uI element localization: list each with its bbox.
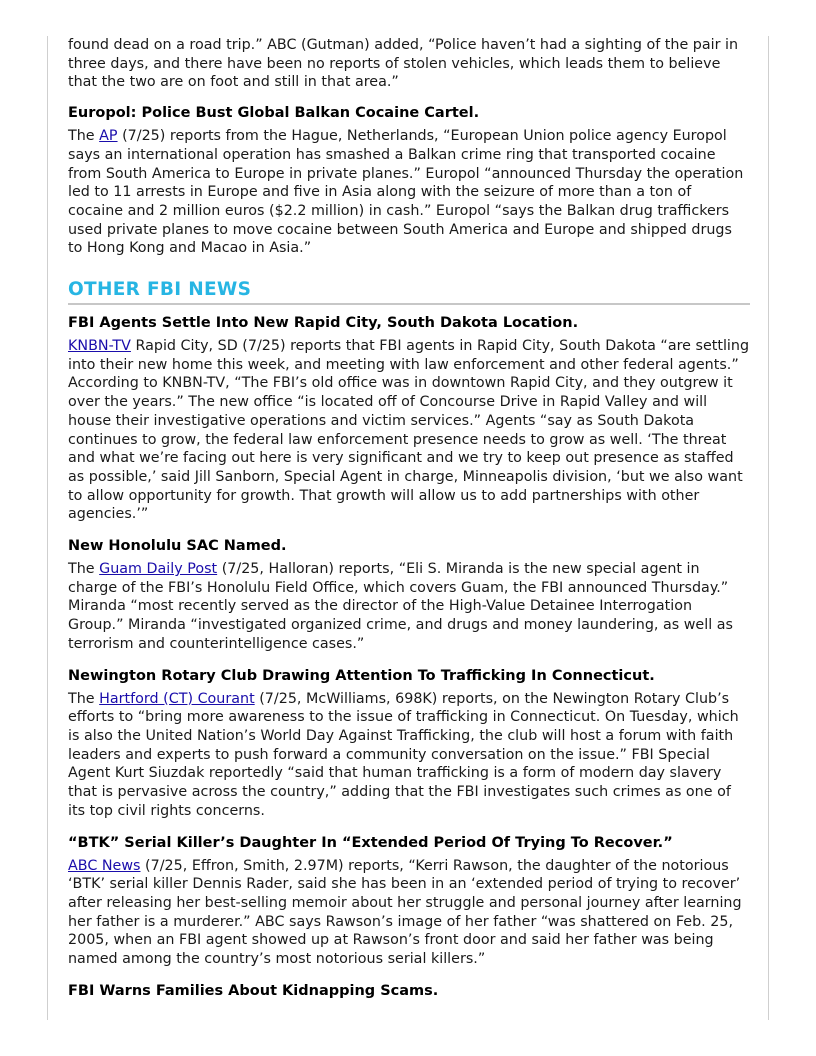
source-link-guam-daily-post[interactable]: Guam Daily Post [99, 561, 218, 578]
newsletter-body [68, 36, 750, 1013]
story-kidnapping [68, 981, 750, 1001]
story-rapid-city [68, 313, 750, 524]
story-newington [68, 666, 750, 821]
story-honolulu [68, 536, 750, 654]
story-headline: Newington Rotary Club Drawing Attention To Trafficking In Connecticut. [68, 667, 655, 684]
story-body: The AP (7/25) reports from the Hague, Netherlands, “European Union police agency Europol says an international operation has smashed a Balkan crime ring that transported cocaine from South America to Europe in private planes.” Europol “announced Thursday the operation led to 11 arrests in Europe and five in Asia along with the seizure of more than a ton of cocaine and 2 million euros ($2.2 million) in cash.” Europol “says the Balkan drug traffickers used private planes to move cocaine between South America and Europe and shipped drugs to Hong Kong and Macao in Asia.” [68, 128, 744, 257]
page-border-right [768, 36, 769, 1020]
section-title: OTHER FBI NEWS [68, 278, 750, 305]
story-btk [68, 833, 750, 969]
story-europol [68, 103, 750, 258]
story-body: KNBN-TV Rapid City, SD (7/25) reports that FBI agents in Rapid City, South Dakota “are settling into their new home this week, and meeting with law enforcement and other federal agents.” According to KNBN-TV, “The FBI’s old office was in downtown Rapid City, and they outgrew it over the years.” The new office “is located off of Concourse Drive in Rapid Valley and will house their investigative operations and victim services.” Agents “say as South Dakota continues to grow, the federal law enforcement presence needs to grow as well. ‘The threat and what we’re facing out here is very significant and we try to keep out presence as staffed as possible,’ said Jill Sanborn, Special Agent in charge, Minneapolis division, ‘but we also want to allow opportunity for growth. That growth will allow us to add partnerships with other agencies.’” [68, 338, 750, 523]
story-body: The Guam Daily Post (7/25, Halloran) reports, “Eli S. Miranda is the new special agent in charge of the FBI’s Honolulu Field Office, which covers Guam, the FBI announced Thursday.” Miranda “most recently served as the director of the High-Value Detainee Interrogation Group.” Miranda “investigated organized crime, and drugs and money laundering, as well as terrorism and counterintelligence cases.” [68, 561, 733, 652]
story-headline: “BTK” Serial Killer’s Daughter In “Extended Period Of Trying To Recover.” [68, 834, 673, 851]
story-headline: New Honolulu SAC Named. [68, 538, 287, 555]
story-headline: FBI Warns Families About Kidnapping Scams. [68, 982, 439, 999]
continued-paragraph: found dead on a road trip.” ABC (Gutman) added, “Police haven’t had a sighting of the pair in three days, and there have been no reports of stolen vehicles, which leads them to believe that the two are on foot and still in that area.” [68, 37, 739, 91]
source-link-knbn-tv[interactable]: KNBN-TV [68, 338, 131, 355]
source-link-hartford-courant[interactable]: Hartford (CT) Courant [99, 690, 255, 707]
source-link-ap[interactable]: AP [99, 128, 118, 145]
story-body: ABC News (7/25, Effron, Smith, 2.97M) reports, “Kerri Rawson, the daughter of the notorious ‘BTK’ serial killer Dennis Rader, said she has been in an ‘extended period of trying to recover’ after releasing her best-selling memoir about her struggle and personal journey after learning her father is a murderer.” ABC says Rawson’s image of her father “was shattered on Feb. 25, 2005, when an FBI agent showed up at Rawson’s front door and said her father was being named among the country’s most notorious serial killers.” [68, 857, 742, 968]
story-headline: FBI Agents Settle Into New Rapid City, South Dakota Location. [68, 315, 579, 332]
page-border-left [47, 36, 48, 1020]
story-headline: Europol: Police Bust Global Balkan Cocaine Cartel. [68, 105, 480, 122]
story-body: The Hartford (CT) Courant (7/25, McWilliams, 698K) reports, on the Newington Rotary Club’s efforts to “bring more awareness to the issue of trafficking in Connecticut. On Tuesday, which is also the United Nation’s World Day Against Trafficking, the club will host a forum with faith leaders and experts to push forward a community conversation on the issue.” FBI Special Agent Kurt Siuzdak reportedly “said that human trafficking is a form of modern day slavery that is pervasive across the country,” adding that the FBI investigates such crimes as one of its top civil rights concerns. [68, 690, 739, 819]
source-link-abc-news[interactable]: ABC News [68, 857, 141, 874]
